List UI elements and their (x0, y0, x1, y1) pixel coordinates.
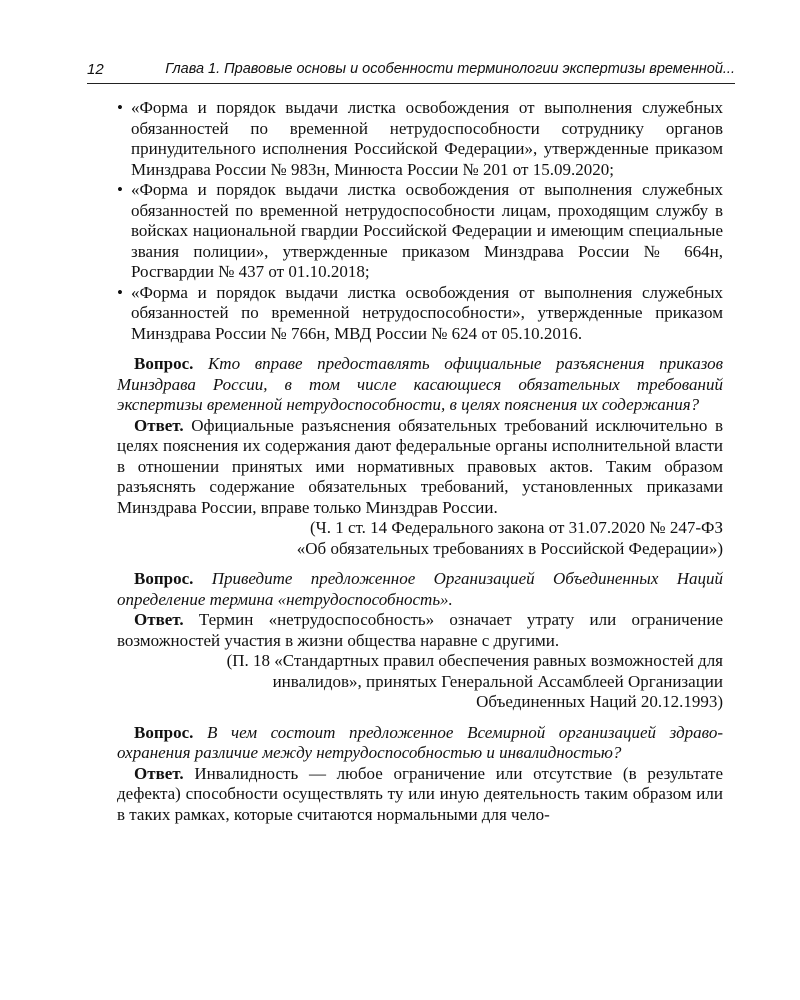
question-text: В чем состоит предложенное Всемирной организацией здравоохранения различие между нетрудоспособностью и инвалидностью? (117, 722, 723, 762)
citation-line: инвалидов», принятых Генеральной Ассамблеей Организации (272, 671, 723, 691)
page-number: 12 (87, 61, 104, 78)
citation-line: Объединенных Наций 20.12.1993) (476, 692, 723, 711)
question-paragraph (117, 723, 723, 764)
question-paragraph (117, 569, 723, 610)
answer-label: Ответ. (134, 610, 184, 629)
citation (117, 518, 723, 559)
answer-paragraph (117, 610, 723, 651)
citation-line: (П. 18 «Стандартных правил обеспечения равных возможностей для (226, 651, 723, 670)
header-rule (87, 83, 735, 84)
citation-line: «Об обязательных требованиях в Российской Федерации») (296, 538, 723, 558)
running-header (87, 61, 735, 87)
question-label: Вопрос. (134, 569, 194, 588)
answer-text: Официальные разъяснения обязательных требований исключительно в целях пояснения их содержания дают федеральные органы исполнительной власти в отношении принятых ими нормативных правовых актов. Таким образом разъяснять содержание обязательных требований, установленных приказами Минздрава России, вправе только Минздрав России. (117, 415, 724, 517)
answer-paragraph (117, 416, 723, 519)
answer-text: Инвалидность — любое ограничение или отсутствие (в результате дефекта) способности осуществлять ту или иную деятельность таким образом или в таких рамках, которые считаются нормальными для чело- (117, 763, 723, 824)
bullet-item: • «Форма и порядок выдачи листка освобождения от выполнения служебных обязанностей по временной нетрудоспособности лицам, проходящим службу в войсках национальной гвардии Российской Федерации и имеющим специальные звания полиции», утвержденные приказом Минздрава России № 664н, Росгвардии № 437 от 01.10.2018; (117, 180, 723, 283)
citation-line: (Ч. 1 ст. 14 Федерального закона от 31.07.2020 № 247-ФЗ (309, 518, 723, 537)
answer-paragraph (117, 764, 723, 826)
question-label: Вопрос. (134, 354, 194, 373)
question-paragraph (117, 354, 723, 416)
citation (117, 651, 723, 713)
question-text: Кто вправе предоставлять официальные разъяснения приказов Минздрава России, в том числе касающиеся обязательных требований экспертизы временной нетрудоспособности, в целях пояснения их содержания? (117, 354, 723, 414)
question-text: Приведите предложенное Организацией Объединенных Наций определение термина «нетрудоспособность». (117, 569, 723, 609)
bullet-item: • «Форма и порядок выдачи листка освобождения от выполнения служебных обязанностей по временной нетрудоспособности», утвержденные приказом Минздрава России № 766н, МВД России № 624 от 05.10.2016. (117, 283, 723, 345)
question-label: Вопрос. (134, 722, 194, 742)
answer-text: Термин «нетрудоспособность» означает утрату или ограничение возможностей участия в жизни общества наравне с другими. (117, 610, 723, 650)
bullet-list (117, 98, 723, 344)
bullet-item: • «Форма и порядок выдачи листка освобождения от выполнения служебных обязанностей по временной нетрудоспособности сотруднику органов принудительного исполнения Российской Федерации», утвержденные приказом Минздрава России № 983н, Минюста России № 201 от 15.09.2020; (117, 98, 723, 180)
answer-label: Ответ. (134, 415, 184, 435)
page-body (117, 98, 723, 825)
chapter-title: Глава 1. Правовые основы и особенности терминологии экспертизы временной... (165, 61, 735, 77)
answer-label: Ответ. (134, 763, 184, 783)
